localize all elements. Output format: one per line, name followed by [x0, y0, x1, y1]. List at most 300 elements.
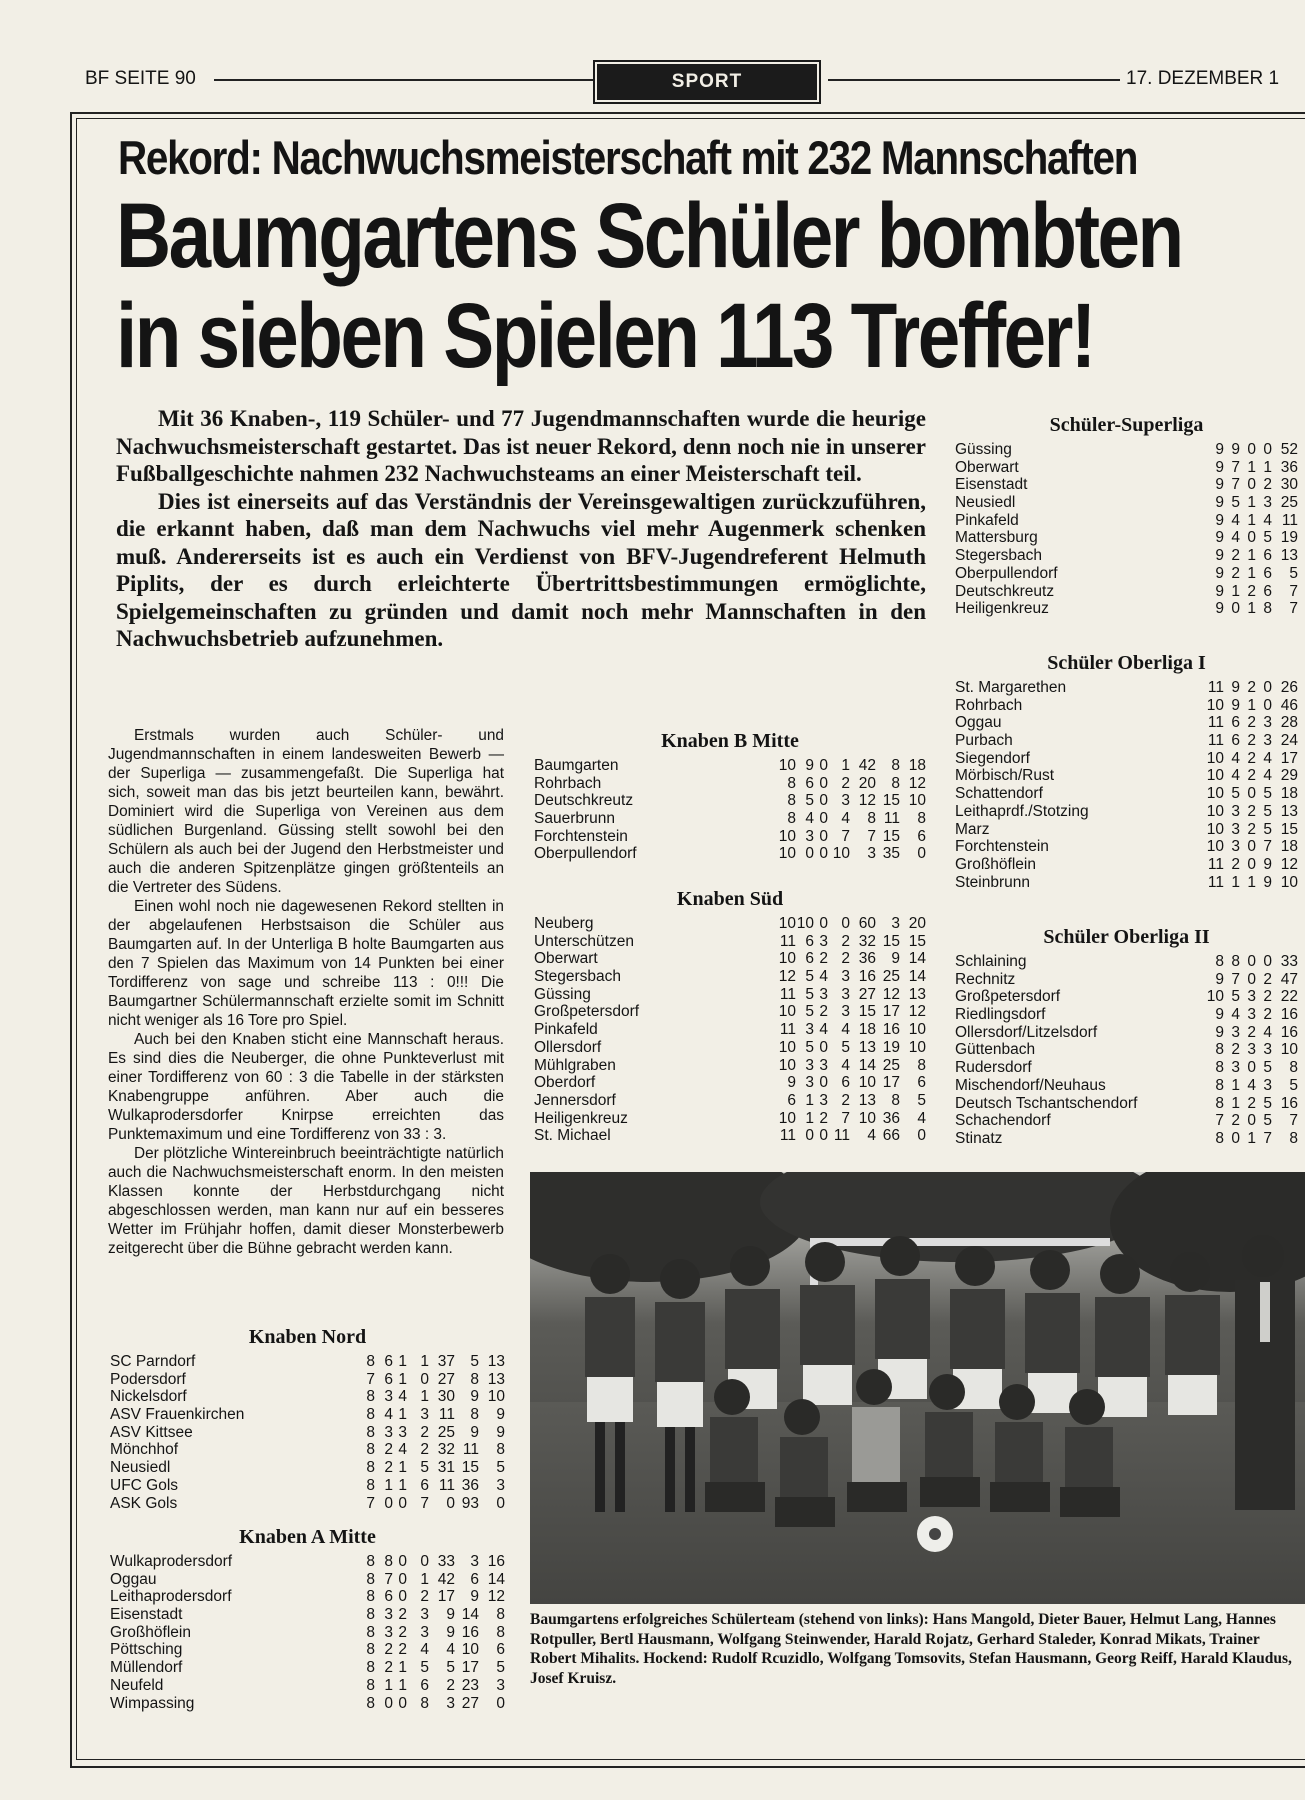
- table-cell: 2: [1231, 1112, 1240, 1130]
- table-cell: 3: [1231, 820, 1240, 838]
- table-cell: 15: [882, 827, 900, 845]
- table-cell: 12: [858, 792, 876, 810]
- table-cell: 7: [366, 1494, 375, 1512]
- team-name: Marz: [955, 820, 990, 838]
- table-cell: 3: [805, 1074, 814, 1092]
- team-name: Großpetersdorf: [534, 1003, 640, 1021]
- table-cell: 3: [805, 827, 814, 845]
- table-cell: 11: [779, 1127, 796, 1145]
- team-name: Güttenbach: [955, 1041, 1036, 1059]
- table-cell: 8: [366, 1676, 375, 1694]
- table-cell: 2: [1263, 970, 1272, 988]
- table-row: [534, 1092, 926, 1110]
- team-name: Ollersdorf/Litzelsdorf: [955, 1023, 1098, 1041]
- team-name: Purbach: [955, 732, 1013, 750]
- table-cell: 5: [446, 1659, 455, 1677]
- table-cell: 1: [398, 1406, 407, 1424]
- table-cell: 8: [496, 1623, 505, 1641]
- table-cell: 2: [1231, 1041, 1240, 1059]
- table-cell: 7: [841, 1109, 850, 1127]
- table-cell: 9: [805, 757, 814, 774]
- table-cell: 0: [1231, 600, 1240, 618]
- table-cell: 8: [787, 792, 796, 810]
- table-cell: 27: [461, 1694, 479, 1712]
- table-cell: 1: [384, 1676, 393, 1694]
- table-cell: 93: [461, 1494, 479, 1512]
- table-cell: 6: [384, 1353, 393, 1370]
- table-row: [955, 529, 1298, 547]
- table-row: [955, 1059, 1298, 1077]
- table-cell: 14: [908, 950, 926, 968]
- table-cell: 8: [366, 1606, 375, 1624]
- table-cell: 25: [882, 1056, 900, 1074]
- table-cell: 32: [858, 932, 876, 950]
- table-cell: 10: [858, 1074, 876, 1092]
- table-cell: 7: [1215, 1112, 1224, 1130]
- table-cell: 8: [1215, 1076, 1224, 1094]
- table-row: [110, 1588, 505, 1606]
- table-row: [534, 1039, 926, 1057]
- table-cell: 5: [1231, 494, 1240, 512]
- table-cell: 2: [1247, 714, 1256, 732]
- table-cell: 1: [805, 1109, 814, 1127]
- table-cell: 3: [1247, 1041, 1256, 1059]
- table-cell: 3: [819, 985, 828, 1003]
- table-cell: 13: [858, 1038, 876, 1056]
- table-cell: 11: [833, 1127, 850, 1145]
- table-cell: 15: [461, 1459, 479, 1477]
- table-cell: 4: [1263, 511, 1272, 529]
- table-cell: 2: [841, 932, 850, 950]
- table-cell: 0: [805, 1127, 814, 1145]
- table-cell: 8: [891, 774, 900, 792]
- team-name: Wulkaprodersdorf: [110, 1553, 233, 1570]
- table-cell: 6: [805, 774, 814, 792]
- table-cell: 5: [1263, 785, 1272, 803]
- team-name: Nickelsdorf: [110, 1388, 187, 1406]
- table-cell: 8: [420, 1694, 429, 1712]
- table-cell: 0: [819, 915, 828, 932]
- table-cell: 33: [1280, 953, 1298, 970]
- table-cell: 46: [1280, 696, 1298, 714]
- table-cell: 3: [841, 792, 850, 810]
- team-name: Oberpullendorf: [534, 845, 637, 863]
- table-cell: 26: [1280, 679, 1298, 696]
- table-cell: 60: [858, 915, 876, 932]
- table-row: [955, 953, 1298, 971]
- table-cell: 3: [819, 932, 828, 950]
- table-row: [955, 679, 1298, 697]
- table-cell: 10: [778, 950, 796, 968]
- table-cell: 10: [778, 1003, 796, 1021]
- table-cell: 8: [496, 1441, 505, 1459]
- table-cell: 13: [908, 985, 926, 1003]
- table-cell: 37: [437, 1353, 455, 1370]
- table-row: [955, 714, 1298, 732]
- table-cell: 2: [1247, 767, 1256, 785]
- table-cell: 0: [384, 1694, 393, 1712]
- team-name: Stinatz: [955, 1129, 1003, 1147]
- table-row: [110, 1441, 505, 1459]
- table-cell: 23: [461, 1676, 479, 1694]
- team-name: Ollersdorf: [534, 1038, 602, 1056]
- table-cell: 6: [420, 1476, 429, 1494]
- table-cell: 12: [908, 1003, 926, 1021]
- table-cell: 5: [1263, 1112, 1272, 1130]
- headline-line-1: Baumgartens Schüler bombten: [116, 185, 1182, 287]
- table-cell: 11: [1207, 873, 1224, 891]
- table-cell: 0: [398, 1570, 407, 1588]
- table-cell: 9: [446, 1623, 455, 1641]
- table-cell: 2: [1247, 749, 1256, 767]
- table-cell: 8: [1289, 1129, 1298, 1147]
- body-paragraph: Der plötzliche Wintereinbruch beeinträchtigte natürlich auch die Nachwuchsmeisterschaft enorm. In den meisten Klassen konnte der Herbstdurchgang nicht abgeschlossen werden, man kann nur auf ein besseres Wetter im Frühjahr hoffen, damit dieser Monsterbewerb zeitgerecht über die Bühne gebracht werden kann.: [108, 1145, 504, 1257]
- team-name: Eisenstadt: [955, 476, 1028, 494]
- table-cell: 0: [1247, 476, 1256, 494]
- table-cell: 1: [1247, 600, 1256, 618]
- table-cell: 9: [1215, 582, 1224, 600]
- team-name: Mörbisch/Rust: [955, 767, 1055, 785]
- table-cell: 3: [384, 1606, 393, 1624]
- table-cell: 2: [1263, 988, 1272, 1006]
- table-cell: 2: [819, 1003, 828, 1021]
- table-cell: 5: [1263, 802, 1272, 820]
- table-row: [534, 968, 926, 986]
- table-title: Schüler-Superliga: [1049, 414, 1204, 436]
- table-cell: 35: [882, 845, 900, 863]
- table-cell: 4: [1263, 767, 1272, 785]
- table-row: [110, 1459, 505, 1477]
- team-name: Deutschkreutz: [534, 792, 634, 810]
- table-cell: 7: [1231, 458, 1240, 476]
- table-knaben-nord: [110, 1326, 505, 1512]
- team-name: St. Margarethen: [955, 679, 1067, 696]
- table-cell: 0: [819, 1038, 828, 1056]
- table-cell: 25: [882, 968, 900, 986]
- table-cell: 2: [1263, 476, 1272, 494]
- table-schueler-oberliga-1: [955, 652, 1298, 891]
- table-cell: 6: [1263, 547, 1272, 565]
- table-cell: 9: [787, 1074, 796, 1092]
- table-cell: 36: [1280, 458, 1298, 476]
- table-cell: 10: [1280, 873, 1298, 891]
- table-cell: 5: [420, 1659, 429, 1677]
- table-schueler-oberliga-2: [955, 926, 1298, 1148]
- table-cell: 1: [398, 1353, 407, 1370]
- table-cell: 0: [1263, 441, 1272, 458]
- table-cell: 3: [1263, 714, 1272, 732]
- table-cell: 8: [917, 810, 926, 828]
- table-cell: 22: [1280, 988, 1298, 1006]
- team-name: Eisenstadt: [110, 1606, 183, 1624]
- table-cell: 10: [778, 1038, 796, 1056]
- table-cell: 10: [1206, 749, 1224, 767]
- table-cell: 0: [496, 1494, 505, 1512]
- table-cell: 4: [1247, 1076, 1256, 1094]
- table-cell: 1: [1263, 458, 1272, 476]
- table-cell: 33: [437, 1553, 455, 1570]
- table-cell: 6: [384, 1370, 393, 1388]
- table-cell: 0: [496, 1694, 505, 1712]
- table-cell: 10: [1206, 820, 1224, 838]
- table-cell: 2: [819, 950, 828, 968]
- table-cell: 19: [1280, 529, 1298, 547]
- table-cell: 4: [841, 1021, 850, 1039]
- table-cell: 3: [805, 1021, 814, 1039]
- table-cell: 0: [1247, 1059, 1256, 1077]
- table-cell: 10: [858, 1109, 876, 1127]
- team-name: Schachendorf: [955, 1112, 1051, 1130]
- table-row: [955, 971, 1298, 989]
- table-cell: 10: [908, 1038, 926, 1056]
- table-cell: 3: [384, 1623, 393, 1641]
- table-cell: 0: [1247, 970, 1256, 988]
- table-cell: 7: [366, 1370, 375, 1388]
- table-row: [110, 1495, 505, 1513]
- table-cell: 4: [398, 1441, 407, 1459]
- table-cell: 10: [1206, 767, 1224, 785]
- table-cell: 7: [1231, 970, 1240, 988]
- team-name: Forchtenstein: [955, 838, 1049, 856]
- table-cell: 20: [908, 915, 926, 932]
- table-cell: 2: [398, 1623, 407, 1641]
- table-cell: 0: [819, 757, 828, 774]
- table-cell: 15: [882, 792, 900, 810]
- table-cell: 0: [819, 845, 828, 863]
- table-cell: 9: [1215, 600, 1224, 618]
- table-cell: 4: [398, 1388, 407, 1406]
- table-cell: 11: [438, 1406, 455, 1424]
- table-cell: 1: [1247, 458, 1256, 476]
- table-cell: 16: [487, 1553, 505, 1570]
- table-cell: 14: [858, 1056, 876, 1074]
- table-cell: 5: [805, 792, 814, 810]
- table-cell: 4: [917, 1109, 926, 1127]
- table-cell: 16: [1280, 1094, 1298, 1112]
- table-row: [955, 821, 1298, 839]
- table-cell: 1: [398, 1659, 407, 1677]
- table-cell: 7: [384, 1570, 393, 1588]
- table-cell: 10: [1206, 785, 1224, 803]
- table-cell: 1: [1231, 582, 1240, 600]
- table-row: [955, 547, 1298, 565]
- table-cell: 5: [496, 1659, 505, 1677]
- table-cell: 9: [1215, 529, 1224, 547]
- table-cell: 9: [1231, 696, 1240, 714]
- table-cell: 15: [882, 932, 900, 950]
- table-knaben-sued: [534, 888, 926, 1145]
- table-row: [534, 757, 926, 775]
- table-row: [534, 1021, 926, 1039]
- table-row: [534, 1110, 926, 1128]
- table-cell: 4: [819, 1021, 828, 1039]
- table-row: [955, 874, 1298, 892]
- table-cell: 16: [858, 968, 876, 986]
- table-row: [110, 1624, 505, 1642]
- table-cell: 30: [1280, 476, 1298, 494]
- table-cell: 3: [1231, 1023, 1240, 1041]
- team-name: Jennersdorf: [534, 1091, 616, 1109]
- table-cell: 5: [841, 1038, 850, 1056]
- table-row: [955, 583, 1298, 601]
- table-cell: 1: [1247, 696, 1256, 714]
- table-row: [534, 1074, 926, 1092]
- team-name: Oberwart: [955, 458, 1019, 476]
- table-cell: 42: [858, 757, 876, 774]
- team-name: Großhöflein: [955, 855, 1036, 873]
- table-cell: 8: [366, 1694, 375, 1712]
- team-name: Güssing: [955, 441, 1012, 458]
- table-title: Schüler Oberliga II: [1043, 926, 1210, 948]
- table-cell: 11: [462, 1441, 479, 1459]
- table-cell: 6: [1231, 714, 1240, 732]
- table-cell: 8: [1263, 600, 1272, 618]
- table-row: [955, 732, 1298, 750]
- table-cell: 0: [398, 1494, 407, 1512]
- table-cell: 29: [1280, 767, 1298, 785]
- table-cell: 47: [1280, 970, 1298, 988]
- table-row: [110, 1641, 505, 1659]
- table-row: [110, 1553, 505, 1571]
- table-cell: 2: [420, 1441, 429, 1459]
- table-cell: 3: [1263, 732, 1272, 750]
- table-row: [110, 1406, 505, 1424]
- table-cell: 8: [1215, 953, 1224, 970]
- team-name: Mühlgraben: [534, 1056, 616, 1074]
- table-cell: 0: [398, 1553, 407, 1570]
- table-cell: 2: [420, 1423, 429, 1441]
- team-name: Oberwart: [534, 950, 598, 968]
- header-date: 17. DEZEMBER 1: [1126, 68, 1280, 89]
- table-cell: 15: [1280, 820, 1298, 838]
- table-cell: 0: [819, 792, 828, 810]
- team-name: Heiligenkreuz: [534, 1109, 628, 1127]
- table-cell: 9: [1215, 547, 1224, 565]
- table-cell: 8: [1215, 1094, 1224, 1112]
- table-cell: 1: [1231, 1076, 1240, 1094]
- team-name: Großhöflein: [110, 1623, 191, 1641]
- table-cell: 3: [867, 845, 876, 863]
- table-cell: 11: [883, 810, 900, 828]
- body-paragraph: Einen wohl noch nie dagewesenen Rekord stellten in der abgelaufenen Herbstsaison die Schüler aus Baumgarten auf. In der Unterliga B holte Baumgarten aus den 7 Spielen das Maximum von 14 Punkten bei einer Tordifferenz von sage und schreibe 113 : 0!!! Die Baumgartner Schülermannschaft erzielte somit im Schnitt nicht weniger als 16 Tore pro Spiel.: [108, 898, 504, 1029]
- table-cell: 10: [778, 757, 796, 774]
- lead-text: [116, 405, 926, 653]
- table-cell: 11: [1281, 511, 1298, 529]
- team-name: Mattersburg: [955, 529, 1038, 547]
- table-cell: 5: [1231, 785, 1240, 803]
- team-name: Steinbrunn: [955, 873, 1030, 891]
- table-cell: 8: [366, 1406, 375, 1424]
- team-name: Sauerbrunn: [534, 810, 616, 828]
- table-cell: 3: [1247, 988, 1256, 1006]
- team-name: Riedlingsdorf: [955, 1006, 1046, 1024]
- table-row: [534, 915, 926, 933]
- table-cell: 3: [819, 1056, 828, 1074]
- team-name: Stegersbach: [534, 968, 622, 986]
- table-cell: 5: [1263, 1059, 1272, 1077]
- table-cell: 9: [470, 1388, 479, 1406]
- table-cell: 3: [1247, 1006, 1256, 1024]
- table-cell: 0: [1247, 529, 1256, 547]
- table-cell: 8: [366, 1623, 375, 1641]
- table-cell: 10: [908, 1021, 926, 1039]
- table-row: [955, 494, 1298, 512]
- table-cell: 10: [487, 1388, 505, 1406]
- table-cell: 7: [1289, 600, 1298, 618]
- table-row: [110, 1695, 505, 1713]
- table-cell: 17: [882, 1074, 900, 1092]
- header-rule-left: [214, 79, 594, 81]
- table-cell: 3: [1263, 494, 1272, 512]
- body-text: [108, 726, 504, 1258]
- table-cell: 4: [1231, 749, 1240, 767]
- table-row: [955, 459, 1298, 477]
- table-cell: 10: [796, 915, 814, 932]
- table-cell: 18: [1280, 785, 1298, 803]
- team-name: Oggau: [955, 714, 1002, 732]
- table-knaben-a-mitte: [110, 1526, 505, 1712]
- table-cell: 5: [470, 1353, 479, 1370]
- table-cell: 9: [1215, 441, 1224, 458]
- table-cell: 8: [384, 1553, 393, 1570]
- team-name: Oberpullendorf: [955, 564, 1058, 582]
- table-cell: 8: [787, 774, 796, 792]
- table-cell: 1: [1247, 1129, 1256, 1147]
- table-cell: 7: [420, 1494, 429, 1512]
- body-paragraph: Erstmals wurden auch Schüler- und Jugendmannschaften in einem landesweiten Bewerb — der Superliga — zusammengefaßt. Die Superliga hat sich, soweit man das bis jetzt beurteilen kann, bewährt. Dominiert wird die Superliga von Vereinen aus dem südlichen Burgenland. Güssing stellt sowohl bei den Schülern als auch bei der Jugend den Herbstmeister und auch die anderen Spitzenplätze gingen größtenteils an die Vertreter des Südens.: [108, 727, 504, 896]
- table-cell: 9: [1215, 1006, 1224, 1024]
- team-name: Deutsch Tschantschendorf: [955, 1094, 1138, 1112]
- table-row: [534, 933, 926, 951]
- table-cell: 9: [446, 1606, 455, 1624]
- table-cell: 3: [805, 1056, 814, 1074]
- table-cell: 11: [1207, 732, 1224, 750]
- header-rule-right: [828, 79, 1120, 81]
- table-cell: 3: [1231, 1059, 1240, 1077]
- team-name: Forchtenstein: [534, 827, 628, 845]
- table-cell: 3: [1263, 1076, 1272, 1094]
- table-cell: 5: [1263, 1094, 1272, 1112]
- table-cell: 11: [1207, 679, 1224, 696]
- table-cell: 17: [437, 1588, 455, 1606]
- table-cell: 25: [437, 1423, 455, 1441]
- table-cell: 3: [420, 1406, 429, 1424]
- table-cell: 0: [1247, 855, 1256, 873]
- table-cell: 2: [1247, 732, 1256, 750]
- table-cell: 13: [1280, 547, 1298, 565]
- table-cell: 6: [470, 1570, 479, 1588]
- table-cell: 66: [882, 1127, 900, 1145]
- body-paragraph: Auch bei den Knaben sticht eine Mannschaft heraus. Es sind dies die Neuberger, die ohne Punkteverlust mit einer Tordifferenz von 60 : 3 die Tabelle in der stärksten Knabengruppe anführen. Aber auch die Wulkaprodersdorfer Knirpse erreichten das Punktemaximum und eine Tordifferenz von 33 : 3.: [108, 1031, 504, 1143]
- table-cell: 8: [891, 1091, 900, 1109]
- table-cell: 4: [446, 1641, 455, 1659]
- table-cell: 6: [384, 1588, 393, 1606]
- table-cell: 3: [420, 1606, 429, 1624]
- table-cell: 2: [384, 1641, 393, 1659]
- table-cell: 8: [1215, 1041, 1224, 1059]
- table-row: [110, 1606, 505, 1624]
- table-row: [534, 950, 926, 968]
- table-cell: 10: [1206, 802, 1224, 820]
- table-row: [110, 1353, 505, 1371]
- table-cell: 3: [891, 915, 900, 932]
- table-cell: 5: [1231, 988, 1240, 1006]
- table-row: [955, 750, 1298, 768]
- table-cell: 8: [366, 1423, 375, 1441]
- table-cell: 9: [1215, 511, 1224, 529]
- table-title: Schüler Oberliga I: [1047, 652, 1206, 674]
- table-cell: 0: [446, 1494, 455, 1512]
